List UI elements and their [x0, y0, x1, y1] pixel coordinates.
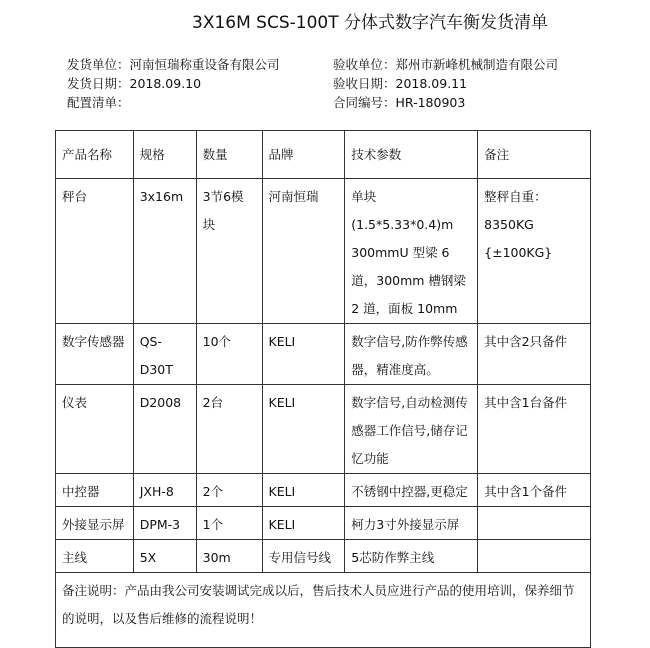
table-header	[56, 131, 591, 179]
table-row	[56, 324, 591, 385]
table-cell: 其中含1台备件	[478, 385, 591, 474]
column-header: 技术参数	[345, 131, 478, 179]
table-row	[56, 474, 591, 507]
shipping-table	[55, 130, 591, 648]
shipper: 发货单位：河南恒瑞称重设备有限公司	[67, 57, 280, 72]
table-cell: 河南恒瑞	[262, 179, 345, 324]
note-row	[56, 573, 591, 648]
ship-date: 发货日期：2018.09.10	[67, 76, 202, 91]
table-cell: 2个	[196, 474, 262, 507]
table-cell: 5X	[133, 540, 196, 573]
table-cell: 数字信号,防作弊传感器，精准度高。	[345, 324, 478, 385]
table-cell: DPM-3	[133, 507, 196, 540]
column-header: 规格	[133, 131, 196, 179]
table-cell: 其中含1个备件	[478, 474, 591, 507]
table-cell: 主线	[56, 540, 134, 573]
page-title: 3X16M SCS-100T 分体式数字汽车衡发货清单	[192, 13, 548, 33]
table-cell: 秤台	[56, 179, 134, 324]
table-cell: 1个	[196, 507, 262, 540]
table-cell: 10个	[196, 324, 262, 385]
receive-date: 验收日期：2018.09.11	[333, 76, 468, 91]
table-cell: 仪表	[56, 385, 134, 474]
column-header: 数量	[196, 131, 262, 179]
table-cell: 不锈钢中控器,更稳定	[345, 474, 478, 507]
table-cell: KELI	[262, 507, 345, 540]
table-cell: 数字信号,自动检测传感器工作信号,储存记忆功能	[345, 385, 478, 474]
table-cell: D2008	[133, 385, 196, 474]
table-cell	[478, 507, 591, 540]
table-cell: KELI	[262, 474, 345, 507]
table-row	[56, 507, 591, 540]
table-cell: 外接显示屏	[56, 507, 134, 540]
table-cell: 整秤自重：8350KG {±100KG}	[478, 179, 591, 324]
receiver: 验收单位：郑州市新峰机械制造有限公司	[333, 57, 559, 72]
column-header: 品牌	[262, 131, 345, 179]
table-cell: QS-D30T	[133, 324, 196, 385]
table-cell: 中控器	[56, 474, 134, 507]
table-cell: KELI	[262, 385, 345, 474]
table-row	[56, 179, 591, 324]
column-header: 产品名称	[56, 131, 134, 179]
contract-number: 合同编号：HR-180903	[333, 95, 466, 110]
table-cell: 专用信号线	[262, 540, 345, 573]
table-cell: 单块(1.5*5.33*0.4)m 300mmU 型梁 6 道，300mm 槽钢梁 2 道，面板 10mm	[345, 179, 478, 324]
table-cell: 柯力3寸外接显示屏	[345, 507, 478, 540]
table-row	[56, 385, 591, 474]
table-cell: 数字传感器	[56, 324, 134, 385]
table-cell: 30m	[196, 540, 262, 573]
table-cell: 2台	[196, 385, 262, 474]
table-cell: 5芯防作弊主线	[345, 540, 478, 573]
table-cell: KELI	[262, 324, 345, 385]
table-cell: 3x16m	[133, 179, 196, 324]
table-cell: 其中含2只备件	[478, 324, 591, 385]
column-header: 备注	[478, 131, 591, 179]
note-text: 备注说明：产品由我公司安装调试完成以后，售后技术人员应进行产品的使用培训，保养细节的说明，以及售后维修的流程说明！	[56, 573, 591, 648]
table-cell: 3节6模块	[196, 179, 262, 324]
config-list: 配置清单：	[67, 95, 130, 110]
table-cell	[478, 540, 591, 573]
table-cell: JXH-8	[133, 474, 196, 507]
table-row	[56, 540, 591, 573]
